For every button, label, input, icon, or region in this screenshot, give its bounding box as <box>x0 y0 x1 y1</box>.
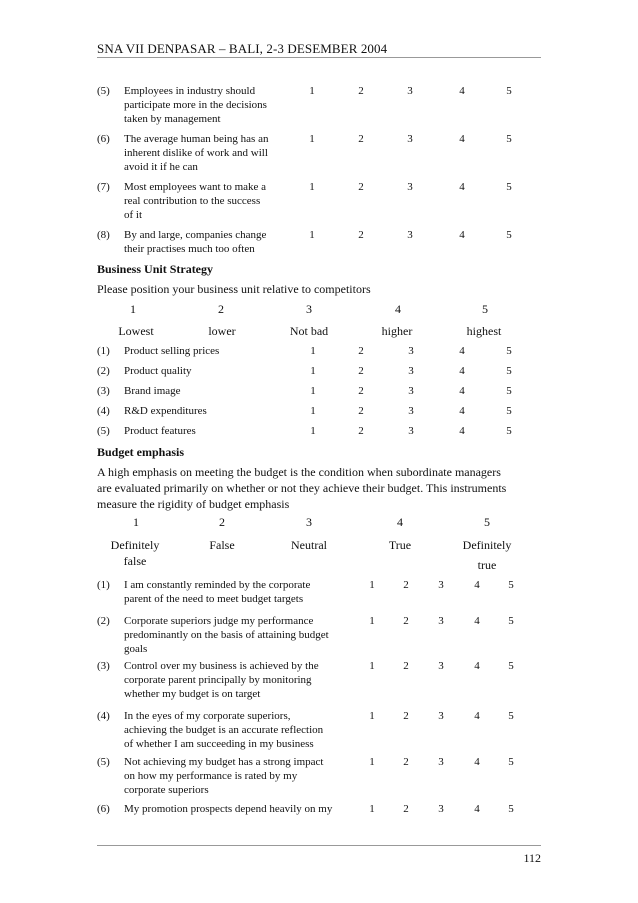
scale-label <box>90 537 180 569</box>
scale-option: 1 <box>310 345 316 357</box>
scale-label: higher <box>381 324 413 338</box>
scale-label-line: false <box>123 554 147 568</box>
item-text-line: I am constantly reminded by the corporate <box>124 579 311 591</box>
scale-option: 4 <box>474 615 480 627</box>
scale-option: 3 <box>407 229 413 241</box>
scale-option: 1 <box>309 181 315 193</box>
scale-option: 4 <box>459 405 465 417</box>
scale-option: 2 <box>358 133 364 145</box>
item-text-line: corporate superiors <box>124 784 209 796</box>
item-text-line: on how my performance is rated by my <box>124 770 298 782</box>
item-text-line: Most employees want to make a <box>124 181 267 193</box>
scale-number: 1 <box>133 515 139 529</box>
scale-option: 4 <box>474 710 480 722</box>
item-text-line: taken by management <box>124 113 221 125</box>
item-number: (5) <box>97 756 110 768</box>
item-text-line: of it <box>124 209 143 221</box>
item-text-line: inherent dislike of work and will <box>124 147 268 159</box>
business-unit-instruction: Please position your business unit relative to competitors <box>97 282 371 296</box>
item-text: Brand image <box>124 385 181 397</box>
budget-emphasis-heading: Budget emphasis <box>97 445 185 459</box>
item-number: (5) <box>97 425 110 437</box>
scale-option: 1 <box>369 579 375 591</box>
scale-option: 2 <box>358 385 364 397</box>
scale-option: 4 <box>459 133 465 145</box>
scale-number: 1 <box>130 302 136 316</box>
scale-option: 5 <box>508 579 514 591</box>
scale-option: 3 <box>438 756 444 768</box>
item-number: (4) <box>97 710 110 722</box>
item-number: (5) <box>97 85 110 97</box>
scale-option: 4 <box>459 385 465 397</box>
scale-label: lower <box>208 324 236 338</box>
item-text-line: By and large, companies change <box>124 229 267 241</box>
scale-number: 5 <box>484 515 490 529</box>
scale-option: 2 <box>403 756 409 768</box>
scale-option: 5 <box>506 345 512 357</box>
scale-option: 3 <box>438 660 444 672</box>
scale-label-line: Definitely <box>110 538 160 552</box>
scale-option: 2 <box>358 229 364 241</box>
scale-option: 1 <box>309 133 315 145</box>
scale-option: 1 <box>369 710 375 722</box>
item-number: (3) <box>97 385 110 397</box>
scale-option: 4 <box>474 756 480 768</box>
scale-option: 3 <box>408 365 414 377</box>
paragraph-line: measure the rigidity of budget emphasis <box>97 497 290 511</box>
scale-option: 2 <box>403 615 409 627</box>
scale-option: 2 <box>358 345 364 357</box>
scale-option: 3 <box>438 579 444 591</box>
item-number: (6) <box>97 803 110 815</box>
item-text-line: Control over my business is achieved by the <box>124 660 319 672</box>
scale-label: highest <box>466 324 502 338</box>
item-number: (2) <box>97 365 110 377</box>
scale-option: 4 <box>459 85 465 97</box>
scale-option: 5 <box>508 710 514 722</box>
scale-option: 4 <box>459 425 465 437</box>
scale-number: 2 <box>219 515 225 529</box>
scale-label <box>177 537 267 553</box>
item-text-line: real contribution to the success <box>124 195 261 207</box>
scale-option: 1 <box>369 615 375 627</box>
scale-label <box>355 537 445 553</box>
item-text-line: avoid it if he can <box>124 161 198 173</box>
scale-option: 3 <box>438 710 444 722</box>
scale-label-line: true <box>477 558 497 572</box>
page-number: 112 <box>523 851 541 865</box>
scale-option: 2 <box>358 85 364 97</box>
scale-option: 5 <box>506 365 512 377</box>
item-text: Product features <box>124 425 196 437</box>
item-text-line: goals <box>124 643 148 655</box>
scale-option: 3 <box>408 385 414 397</box>
scale-option: 2 <box>403 660 409 672</box>
scale-option: 5 <box>506 181 512 193</box>
scale-option: 4 <box>459 181 465 193</box>
scale-number: 5 <box>482 302 488 316</box>
scale-number: 4 <box>395 302 401 316</box>
scale-option: 5 <box>506 85 512 97</box>
item-text <box>124 802 359 816</box>
scale-option: 2 <box>403 803 409 815</box>
item-number: (1) <box>97 579 110 591</box>
footer-divider <box>97 845 541 846</box>
scale-option: 5 <box>506 133 512 145</box>
item-text-line: Corporate superiors judge my performance <box>124 615 314 627</box>
scale-option: 2 <box>358 405 364 417</box>
scale-option: 3 <box>407 181 413 193</box>
scale-option: 5 <box>508 660 514 672</box>
scale-label: Not bad <box>289 324 329 338</box>
scale-option: 5 <box>508 615 514 627</box>
scale-label <box>442 537 532 573</box>
scale-option: 4 <box>474 803 480 815</box>
scale-number: 3 <box>306 302 312 316</box>
page-header-title: SNA VII DENPASAR – BALI, 2-3 DESEMBER 2004 <box>97 41 388 56</box>
scale-option: 2 <box>358 425 364 437</box>
scale-option: 4 <box>459 345 465 357</box>
item-text <box>124 709 359 751</box>
item-text-line: participate more in the decisions <box>124 99 267 111</box>
scale-option: 3 <box>438 803 444 815</box>
scale-option: 1 <box>310 405 316 417</box>
scale-option: 4 <box>474 660 480 672</box>
paragraph-line: A high emphasis on meeting the budget is the condition when subordinate managers <box>97 465 501 479</box>
scale-option: 1 <box>309 85 315 97</box>
item-text-line: their practises much too often <box>124 243 255 255</box>
scale-option: 1 <box>369 660 375 672</box>
scale-number: 2 <box>218 302 224 316</box>
item-text-line: Not achieving my budget has a strong impact <box>124 756 324 768</box>
item-number: (6) <box>97 133 110 145</box>
scale-option: 3 <box>408 425 414 437</box>
item-text-line: achieving the budget is an accurate reflection <box>124 724 324 736</box>
scale-option: 3 <box>408 345 414 357</box>
item-text <box>124 180 294 222</box>
scale-option: 4 <box>459 365 465 377</box>
business-unit-heading: Business Unit Strategy <box>97 262 214 276</box>
item-number: (4) <box>97 405 110 417</box>
scale-option: 1 <box>310 365 316 377</box>
scale-number: 3 <box>306 515 312 529</box>
scale-option: 4 <box>474 579 480 591</box>
item-text <box>124 659 359 701</box>
item-text-line: corporate parent principally by monitoring <box>124 674 312 686</box>
scale-label <box>264 537 354 553</box>
scale-option: 5 <box>506 425 512 437</box>
item-text <box>124 755 359 797</box>
scale-number: 4 <box>397 515 403 529</box>
scale-label-line: False <box>209 538 235 552</box>
item-text-line: The average human being has an <box>124 133 269 145</box>
scale-option: 2 <box>403 579 409 591</box>
scale-option: 1 <box>369 756 375 768</box>
item-text-line: whether my budget is on target <box>124 688 261 700</box>
scale-option: 3 <box>408 405 414 417</box>
item-number: (3) <box>97 660 110 672</box>
item-text-line: predominantly on the basis of attaining budget <box>124 629 329 641</box>
item-text-line: My promotion prospects depend heavily on my <box>124 803 333 815</box>
scale-option: 3 <box>407 85 413 97</box>
item-text-line: In the eyes of my corporate superiors, <box>124 710 291 722</box>
scale-option: 5 <box>508 803 514 815</box>
item-text <box>124 614 359 656</box>
scale-option: 1 <box>309 229 315 241</box>
scale-option: 2 <box>358 365 364 377</box>
item-text-line: of whether I am succeeding in my business <box>124 738 314 750</box>
item-text: Product quality <box>124 365 192 377</box>
scale-option: 1 <box>369 803 375 815</box>
scale-option: 2 <box>403 710 409 722</box>
item-text <box>124 578 359 606</box>
paragraph-line: are evaluated primarily on whether or not they achieve their budget. This instruments <box>97 481 507 495</box>
item-text: Product selling prices <box>124 345 220 357</box>
scale-option: 2 <box>358 181 364 193</box>
scale-option: 5 <box>506 229 512 241</box>
item-text <box>124 132 294 174</box>
scale-option: 1 <box>310 385 316 397</box>
scale-label-line: Neutral <box>291 538 327 552</box>
item-number: (7) <box>97 181 110 193</box>
scale-option: 4 <box>459 229 465 241</box>
scale-option: 3 <box>438 615 444 627</box>
item-text-line: parent of the need to meet budget targets <box>124 593 304 605</box>
scale-option: 3 <box>407 133 413 145</box>
scale-option: 1 <box>310 425 316 437</box>
scale-label: Lowest <box>118 324 154 338</box>
scale-option: 5 <box>508 756 514 768</box>
scale-option: 5 <box>506 385 512 397</box>
item-number: (1) <box>97 345 110 357</box>
scale-label-line: True <box>388 538 412 552</box>
item-number: (2) <box>97 615 110 627</box>
header-divider <box>97 57 541 58</box>
item-text-line: Employees in industry should <box>124 85 256 97</box>
scale-option: 5 <box>506 405 512 417</box>
item-number: (8) <box>97 229 110 241</box>
item-text <box>124 228 294 256</box>
item-text <box>124 84 294 126</box>
item-text: R&D expenditures <box>124 405 207 417</box>
scale-label-line: Definitely <box>462 538 512 552</box>
